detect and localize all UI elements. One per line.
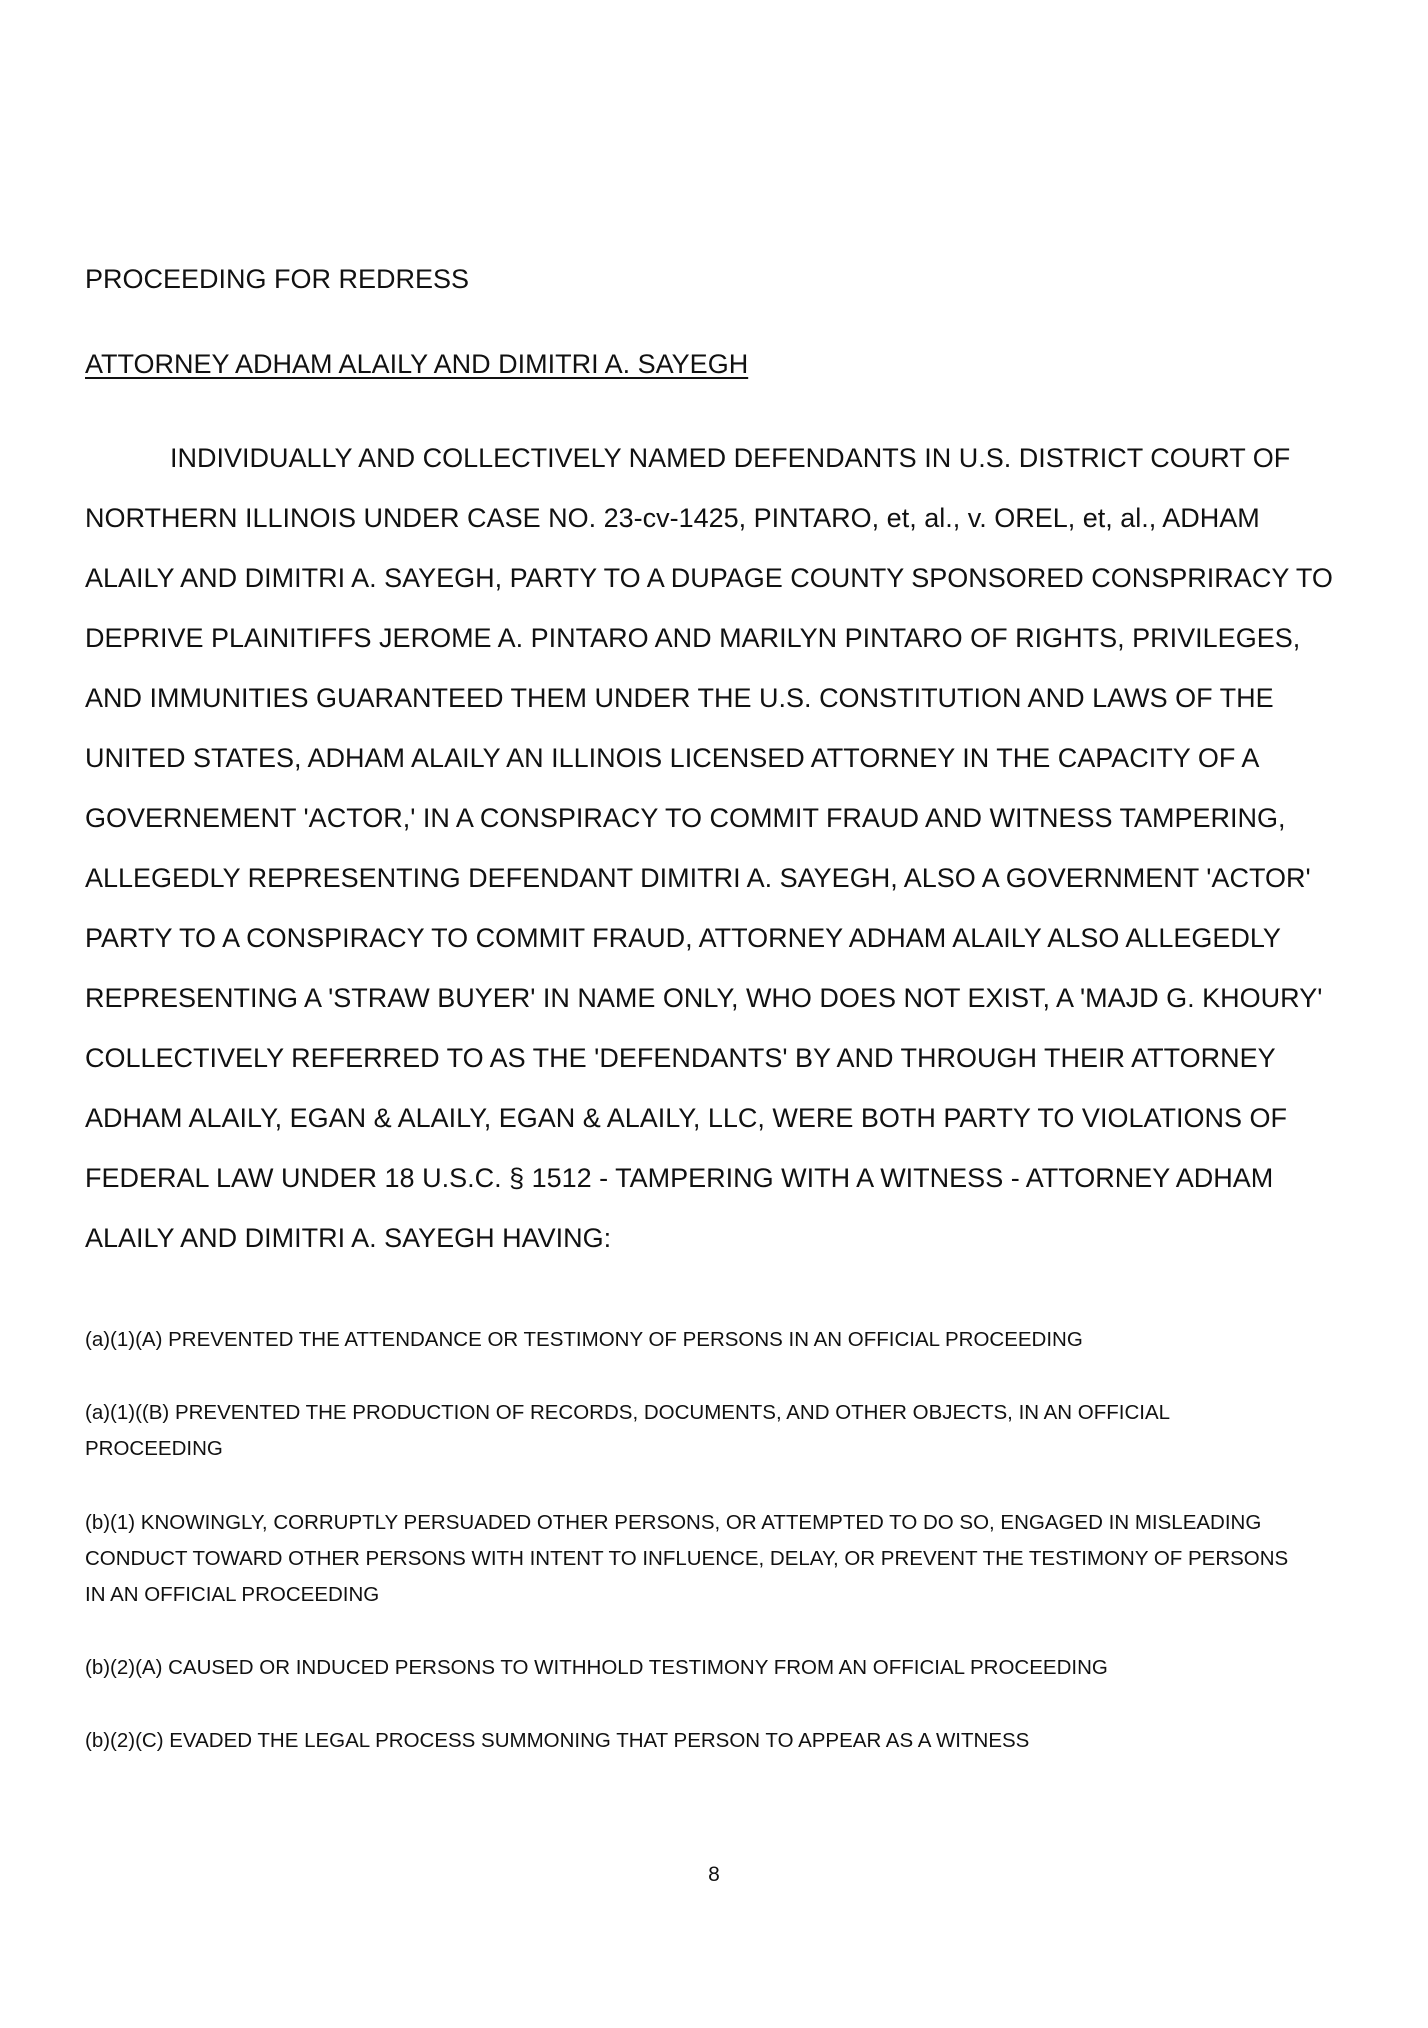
section-parties-heading: ATTORNEY ADHAM ALAILY AND DIMITRI A. SAYEGH	[85, 349, 749, 379]
clause-b2c	[85, 1723, 1345, 1759]
clause-b1	[85, 1505, 1345, 1613]
section-title: PROCEEDING FOR REDRESS	[85, 264, 470, 294]
body-line: AND IMMUNITIES GUARANTEED THEM UNDER THE U.S. CONSTITUTION AND LAWS OF THE	[85, 683, 1274, 713]
body-line: INDIVIDUALLY AND COLLECTIVELY NAMED DEFENDANTS IN U.S. DISTRICT COURT OF	[170, 443, 1291, 473]
clause-line: CONDUCT TOWARD OTHER PERSONS WITH INTENT TO INFLUENCE, DELAY, OR PREVENT THE TESTIMONY OF PERSONS	[85, 1547, 1289, 1570]
clause-line: (b)(2)(C) EVADED THE LEGAL PROCESS SUMMONING THAT PERSON TO APPEAR AS A WITNESS	[85, 1729, 1030, 1752]
body-line: DEPRIVE PLAINITIFFS JEROME A. PINTARO AND MARILYN PINTARO OF RIGHTS, PRIVILEGES,	[85, 623, 1301, 653]
clause-a1b	[85, 1395, 1345, 1467]
page-number: 8	[708, 1863, 720, 1886]
body-line: ALAILY AND DIMITRI A. SAYEGH HAVING:	[85, 1223, 612, 1253]
clause-line: (b)(1) KNOWINGLY, CORRUPTLY PERSUADED OTHER PERSONS, OR ATTEMPTED TO DO SO, ENGAGED IN MISLEADING	[85, 1511, 1262, 1534]
clause-line: PROCEEDING	[85, 1437, 223, 1460]
body-line: ADHAM ALAILY, EGAN & ALAILY, EGAN & ALAILY, LLC, WERE BOTH PARTY TO VIOLATIONS OF	[85, 1103, 1287, 1133]
body-line: GOVERNEMENT 'ACTOR,' IN A CONSPIRACY TO COMMIT FRAUD AND WITNESS TAMPERING,	[85, 803, 1286, 833]
body-line: FEDERAL LAW UNDER 18 U.S.C. § 1512 - TAMPERING WITH A WITNESS - ATTORNEY ADHAM	[85, 1163, 1274, 1193]
body-line: UNITED STATES, ADHAM ALAILY AN ILLINOIS LICENSED ATTORNEY IN THE CAPACITY OF A	[85, 743, 1260, 773]
clause-line: (b)(2)(A) CAUSED OR INDUCED PERSONS TO WITHHOLD TESTIMONY FROM AN OFFICIAL PROCEEDING	[85, 1656, 1108, 1679]
clause-line: IN AN OFFICIAL PROCEEDING	[85, 1583, 380, 1606]
clause-a1a	[85, 1322, 1345, 1358]
body-line: NORTHERN ILLINOIS UNDER CASE NO. 23-cv-1425, PINTARO, et, al., v. OREL, et, al., ADHAM	[85, 503, 1260, 533]
body-line: REPRESENTING A 'STRAW BUYER' IN NAME ONLY, WHO DOES NOT EXIST, A 'MAJD G. KHOURY'	[85, 983, 1323, 1013]
body-line: ALAILY AND DIMITRI A. SAYEGH, PARTY TO A DUPAGE COUNTY SPONSORED CONSPRIRACY TO	[85, 563, 1333, 593]
clause-b2a	[85, 1650, 1345, 1686]
clause-line: (a)(1)(A) PREVENTED THE ATTENDANCE OR TESTIMONY OF PERSONS IN AN OFFICIAL PROCEEDING	[85, 1328, 1083, 1351]
body-line: COLLECTIVELY REFERRED TO AS THE 'DEFENDANTS' BY AND THROUGH THEIR ATTORNEY	[85, 1043, 1276, 1073]
body-line: ALLEGEDLY REPRESENTING DEFENDANT DIMITRI A. SAYEGH, ALSO A GOVERNMENT 'ACTOR'	[85, 863, 1311, 893]
body-line: PARTY TO A CONSPIRACY TO COMMIT FRAUD, ATTORNEY ADHAM ALAILY ALSO ALLEGEDLY	[85, 923, 1281, 953]
body-paragraph	[85, 428, 1345, 1268]
clause-line: (a)(1)((B) PREVENTED THE PRODUCTION OF RECORDS, DOCUMENTS, AND OTHER OBJECTS, IN AN OFFICIAL	[85, 1401, 1171, 1424]
